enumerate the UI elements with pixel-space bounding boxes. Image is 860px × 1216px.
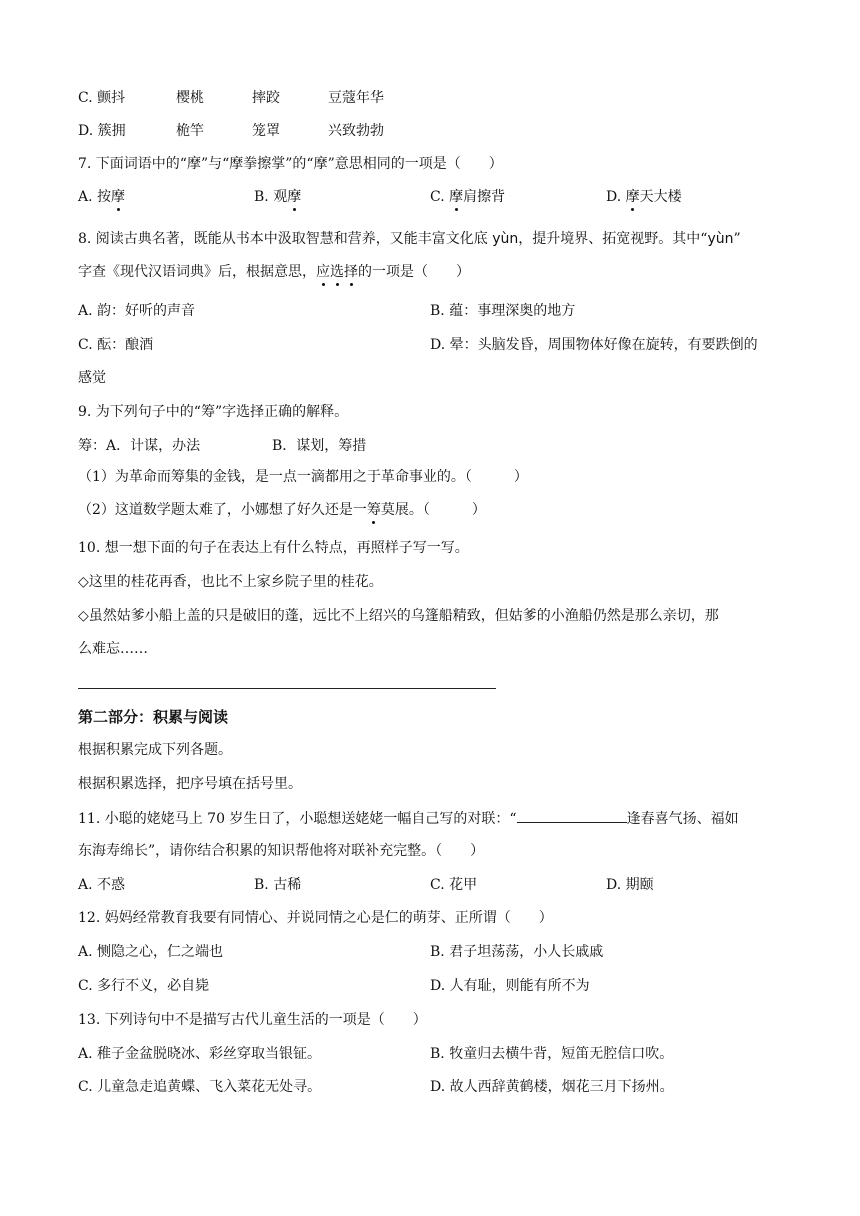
q11-option-b: B. 古稀 — [254, 877, 302, 893]
q6-option-c — [78, 88, 125, 108]
q12-stem: 12. 妈妈经常教育我要有同情心、并说同情之心是仁的萌芽、正所谓（ ） — [78, 910, 553, 926]
q9-s2-pre: （2）这道数学题太难了，小娜想了好久还是一 — [78, 502, 367, 518]
q9-sentence-2 — [78, 500, 486, 520]
part2-heading: 第二部分：积累与阅读 — [78, 708, 229, 726]
q13-option-c: C. 儿童急走追黄蝶、飞入菜花无处寻。 — [78, 1079, 322, 1095]
q7-option-b — [254, 187, 301, 207]
q7-d-pre: D. — [606, 189, 626, 205]
q6-d-word4: 兴致勃勃 — [328, 123, 384, 139]
q8-option-b: B. 蕴：事理深奥的地方 — [430, 303, 576, 319]
q10-example-1: ◇这里的桂花再香，也比不上家乡院子里的桂花。 — [78, 574, 383, 590]
q8-option-d-continued: 感觉 — [78, 370, 106, 386]
q6-c-word2: 樱桃 — [176, 90, 204, 106]
q8-stem1-c: ” — [733, 231, 741, 247]
q6-d-word3: 笼罩 — [252, 123, 280, 139]
q11-stem-line2: 东海寿绵长”，请你结合积累的知识帮他将对联补充完整。（ ） — [78, 843, 485, 859]
q7-a-pre: A. 按 — [78, 189, 112, 205]
q8-stem2-b: 的一项是（ ） — [358, 264, 470, 280]
q10-example-2-continued: 么难忘…… — [78, 641, 148, 657]
q8-pinyin-2: yùn — [707, 231, 734, 247]
q6-option-d — [78, 121, 126, 141]
q7-c-post: 肩擦背 — [463, 189, 506, 205]
part2-intro-1: 根据积累完成下列各题。 — [78, 742, 232, 758]
q7-b-pre: B. 观 — [254, 189, 288, 205]
q8-pinyin-1: yùn — [492, 231, 519, 247]
q7-d-dotted: 摩 — [625, 189, 640, 205]
q6-d-label: D. 簇拥 — [78, 123, 126, 139]
q9-s2-dotted: 筹 — [366, 502, 381, 518]
q8-stem1-b: ，提升境界、拓宽视野。其中“ — [518, 231, 708, 247]
q9-stem: 9. 为下列句子中的“筹”字选择正确的解释。 — [78, 404, 349, 420]
q7-stem: 7. 下面词语中的“摩”与“摩拳擦掌”的“摩”意思相同的一项是（ ） — [78, 156, 503, 172]
q11-couplet-blank[interactable] — [517, 808, 627, 823]
q11-stem-a: 11. 小聪的姥姥马上 70 岁生日了，小聪想送姥姥一幅自己写的对联：“ — [78, 811, 517, 827]
q10-example-2: ◇虽然姑爹小船上盖的只是破旧的蓬，远比不上绍兴的乌篷船精致，但姑爹的小渔船仍然是那么亲切，那 — [78, 608, 719, 624]
q7-option-c — [430, 187, 505, 207]
q13-option-d: D. 故人西辞黄鹤楼，烟花三月下扬州。 — [430, 1079, 674, 1095]
q9-definition-b: B．谋划，筹措 — [272, 438, 367, 454]
q12-option-c: C. 多行不义，必自毙 — [78, 978, 210, 994]
q6-c-label: C. 颤抖 — [78, 90, 126, 106]
q7-a-dotted: 摩 — [111, 189, 126, 205]
q7-c-pre: C. — [430, 189, 450, 205]
q6-d-word2: 桅竿 — [176, 123, 204, 139]
q11-stem-b: 逢春喜气扬、福如 — [626, 811, 739, 827]
q8-stem1-a: 8. 阅读古典名著，既能从书本中汲取智慧和营养，又能丰富文化底 — [78, 231, 493, 247]
q8-stem2-a: 字查《现代汉语词典》后，根据意思， — [78, 264, 316, 280]
q12-option-d: D. 人有耻，则能有所不为 — [430, 978, 590, 994]
q7-b-dotted: 摩 — [287, 189, 302, 205]
q8-option-a: A. 韵：好听的声音 — [78, 303, 196, 319]
q7-option-d — [606, 187, 682, 207]
q13-option-a: A. 稚子金盆脱晓冰、彩丝穿取当银钲。 — [78, 1046, 322, 1062]
q9-sentence-1: （1）为革命而筹集的金钱，是一点一滴都用之于革命事业的。（ ） — [78, 469, 528, 485]
q6-c-word3: 摔跤 — [252, 90, 280, 106]
q11-option-c: C. 花甲 — [430, 877, 478, 893]
q9-s2-post: 莫展。（ ） — [380, 502, 486, 518]
q8-stem-line1 — [78, 229, 741, 249]
q11-stem-line1 — [78, 808, 739, 829]
q7-option-a — [78, 187, 125, 207]
q6-c-word4: 豆蔻年华 — [328, 90, 384, 106]
q13-option-b: B. 牧童归去横牛背，短笛无腔信口吹。 — [430, 1046, 674, 1062]
q11-option-d: D. 期颐 — [606, 877, 654, 893]
q8-stem-line2 — [78, 262, 470, 282]
q8-dotted-1: 应 — [316, 264, 330, 280]
q12-option-b: B. 君子坦荡荡，小人长戚戚 — [430, 944, 604, 960]
q8-dotted-3: 择 — [344, 264, 358, 280]
q12-option-a: A. 恻隐之心，仁之端也 — [78, 944, 224, 960]
q8-option-d: D. 晕：头脑发昏，周围物体好像在旋转，有要跌倒的 — [430, 337, 758, 353]
q7-c-dotted: 摩 — [449, 189, 464, 205]
q13-stem: 13. 下列诗句中不是描写古代儿童生活的一项是（ ） — [78, 1012, 427, 1028]
part2-intro-2: 根据积累选择，把序号填在括号里。 — [78, 776, 302, 792]
q10-stem: 10. 想一想下面的句子在表达上有什么特点，再照样子写一写。 — [78, 540, 469, 556]
q8-dotted-2: 选 — [330, 264, 344, 280]
q10-answer-line[interactable] — [78, 688, 496, 689]
q9-definition-a: 筹：A．计谋，办法 — [78, 438, 201, 454]
q11-option-a: A. 不惑 — [78, 877, 126, 893]
q8-option-c: C. 酝：酿酒 — [78, 337, 154, 353]
q7-d-post: 天大楼 — [639, 189, 682, 205]
